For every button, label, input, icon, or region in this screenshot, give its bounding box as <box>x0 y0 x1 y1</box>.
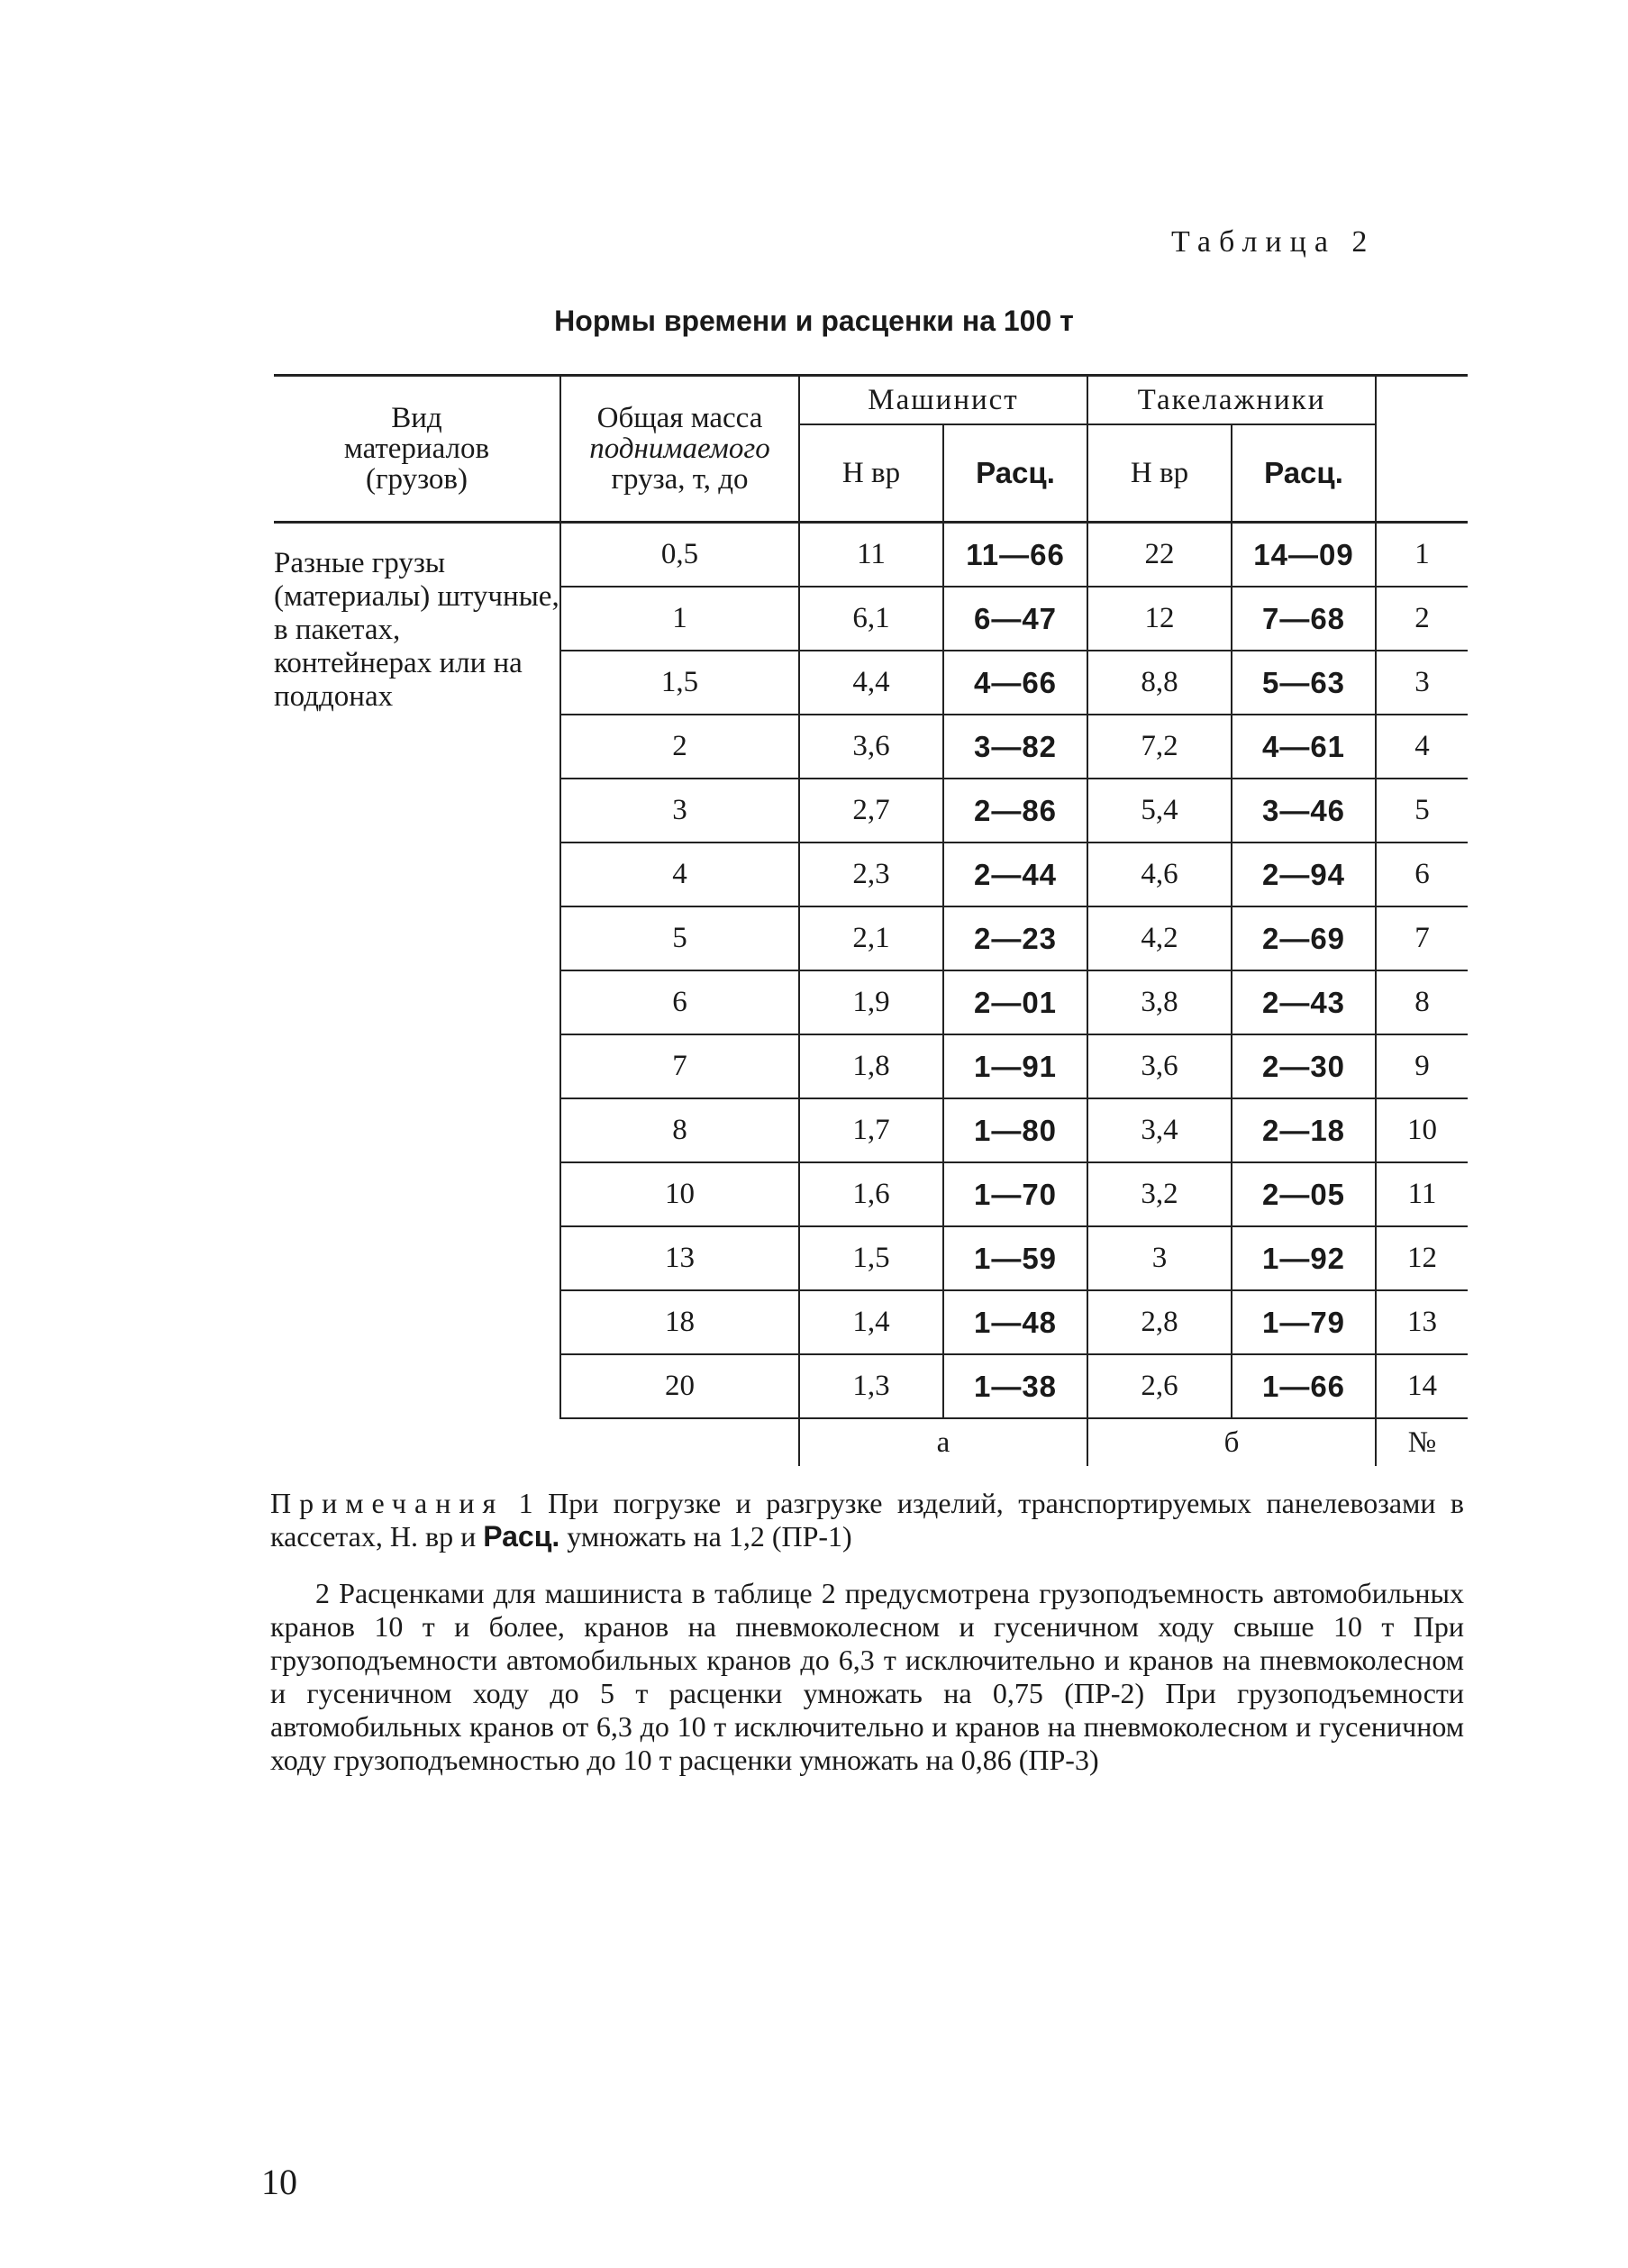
machinist-rasc-cell: 11—66 <box>943 523 1087 587</box>
header-mass: Общая масса поднимаемого груза, т, до <box>560 376 799 523</box>
mass-cell: 10 <box>560 1162 799 1226</box>
machinist-nvr-cell: 2,3 <box>799 843 943 906</box>
note-1-and: и <box>460 1520 477 1553</box>
row-number-cell: 13 <box>1376 1290 1468 1354</box>
table-row <box>274 523 1468 587</box>
machinist-nvr-cell: 2,1 <box>799 906 943 970</box>
mass-cell: 0,5 <box>560 523 799 587</box>
mass-cell: 1,5 <box>560 651 799 715</box>
row-number-cell: 5 <box>1376 779 1468 843</box>
riggers-rasc-cell: 2—05 <box>1232 1162 1376 1226</box>
note-1 <box>270 1487 1464 1553</box>
note-1-number: 1 <box>518 1487 533 1519</box>
machinist-nvr-cell: 1,5 <box>799 1226 943 1290</box>
row-number-cell: 4 <box>1376 715 1468 779</box>
footer-blank <box>274 1418 560 1466</box>
machinist-rasc-cell: 3—82 <box>943 715 1087 779</box>
header-riggers: Такелажники <box>1087 376 1376 425</box>
riggers-nvr-cell: 8,8 <box>1087 651 1232 715</box>
header-machinist: Машинист <box>799 376 1087 425</box>
riggers-nvr-cell: 2,8 <box>1087 1290 1232 1354</box>
machinist-nvr-cell: 2,7 <box>799 779 943 843</box>
machinist-nvr-cell: 11 <box>799 523 943 587</box>
row-number-cell: 12 <box>1376 1226 1468 1290</box>
machinist-rasc-cell: 2—44 <box>943 843 1087 906</box>
footer-col-b: б <box>1087 1418 1376 1466</box>
note-1-bold: Расц. <box>483 1520 560 1553</box>
header-riggers-nvr: Н вр <box>1087 424 1232 523</box>
note-1-text-a: При погрузке и разгрузке изделий, транспортируемых панелевозами в кассетах, Н. вр <box>270 1487 1465 1553</box>
riggers-rasc-cell: 1—66 <box>1232 1354 1376 1418</box>
machinist-rasc-cell: 2—86 <box>943 779 1087 843</box>
header-row-number <box>1376 376 1468 523</box>
row-number-cell: 10 <box>1376 1098 1468 1162</box>
row-number-cell: 2 <box>1376 587 1468 651</box>
riggers-rasc-cell: 1—79 <box>1232 1290 1376 1354</box>
mass-cell: 2 <box>560 715 799 779</box>
row-number-cell: 14 <box>1376 1354 1468 1418</box>
machinist-nvr-cell: 1,6 <box>799 1162 943 1226</box>
row-number-cell: 11 <box>1376 1162 1468 1226</box>
material-description: Разные грузы (материалы) штучные, в пакетах, контейнерах или на поддонах <box>274 547 559 713</box>
riggers-nvr-cell: 7,2 <box>1087 715 1232 779</box>
footer-col-a: а <box>799 1418 1087 1466</box>
machinist-rasc-cell: 1—70 <box>943 1162 1087 1226</box>
riggers-nvr-cell: 22 <box>1087 523 1232 587</box>
mass-cell: 7 <box>560 1034 799 1098</box>
machinist-rasc-cell: 1—48 <box>943 1290 1087 1354</box>
riggers-rasc-cell: 7—68 <box>1232 587 1376 651</box>
header-machinist-rasc: Расц. <box>943 424 1087 523</box>
riggers-rasc-cell: 2—43 <box>1232 970 1376 1034</box>
row-number-cell: 7 <box>1376 906 1468 970</box>
riggers-nvr-cell: 12 <box>1087 587 1232 651</box>
footer-blank <box>560 1418 799 1466</box>
row-number-cell: 6 <box>1376 843 1468 906</box>
note-1-text-b: умножать на 1,2 (ПР-1) <box>567 1520 852 1553</box>
mass-cell: 18 <box>560 1290 799 1354</box>
norms-table <box>274 374 1468 1466</box>
riggers-nvr-cell: 5,4 <box>1087 779 1232 843</box>
riggers-rasc-cell: 2—18 <box>1232 1098 1376 1162</box>
note-2: 2 Расценками для машиниста в таблице 2 предусмотрена грузоподъемность автомобильных кранов 10 т и более, кранов на пневмоколесном и гусеничном ходу свыше 10 т При грузоподъемности автомобильных кранов до 6,3 т исключительно и кранов на пневмоколесном и гусеничном ходу до 5 т расценки умножать на 0,75 (ПР-2) При грузоподъемности автомобильных кранов от 6,3 до 10 т исключительно и кранов на пневмоколесном и гусеничном ходу грузоподъемностью до 10 т расценки умножать на 0,86 (ПР-3) <box>270 1577 1464 1776</box>
row-number-cell: 3 <box>1376 651 1468 715</box>
machinist-rasc-cell: 6—47 <box>943 587 1087 651</box>
mass-cell: 6 <box>560 970 799 1034</box>
machinist-rasc-cell: 4—66 <box>943 651 1087 715</box>
mass-cell: 5 <box>560 906 799 970</box>
machinist-rasc-cell: 2—23 <box>943 906 1087 970</box>
riggers-rasc-cell: 2—30 <box>1232 1034 1376 1098</box>
riggers-rasc-cell: 5—63 <box>1232 651 1376 715</box>
riggers-nvr-cell: 3,6 <box>1087 1034 1232 1098</box>
table-title: Нормы времени и расценки на 100 т <box>554 305 1074 337</box>
notes-heading: Примечания <box>270 1487 505 1519</box>
header-riggers-rasc: Расц. <box>1232 424 1376 523</box>
mass-cell: 3 <box>560 779 799 843</box>
row-number-cell: 1 <box>1376 523 1468 587</box>
machinist-rasc-cell: 1—91 <box>943 1034 1087 1098</box>
riggers-nvr-cell: 4,2 <box>1087 906 1232 970</box>
riggers-nvr-cell: 3,2 <box>1087 1162 1232 1226</box>
riggers-rasc-cell: 2—94 <box>1232 843 1376 906</box>
mass-cell: 13 <box>560 1226 799 1290</box>
mass-cell: 4 <box>560 843 799 906</box>
riggers-rasc-cell: 1—92 <box>1232 1226 1376 1290</box>
riggers-rasc-cell: 14—09 <box>1232 523 1376 587</box>
riggers-rasc-cell: 2—69 <box>1232 906 1376 970</box>
row-number-cell: 8 <box>1376 970 1468 1034</box>
machinist-nvr-cell: 3,6 <box>799 715 943 779</box>
mass-cell: 20 <box>560 1354 799 1418</box>
riggers-nvr-cell: 3,8 <box>1087 970 1232 1034</box>
machinist-nvr-cell: 1,7 <box>799 1098 943 1162</box>
footer-col-num: № <box>1376 1418 1468 1466</box>
riggers-nvr-cell: 3 <box>1087 1226 1232 1290</box>
machinist-rasc-cell: 1—38 <box>943 1354 1087 1418</box>
riggers-rasc-cell: 3—46 <box>1232 779 1376 843</box>
machinist-rasc-cell: 1—59 <box>943 1226 1087 1290</box>
riggers-rasc-cell: 4—61 <box>1232 715 1376 779</box>
machinist-nvr-cell: 4,4 <box>799 651 943 715</box>
header-material-type: Вид материалов (грузов) <box>274 376 560 523</box>
riggers-nvr-cell: 4,6 <box>1087 843 1232 906</box>
page-number: 10 <box>261 2162 297 2202</box>
riggers-nvr-cell: 3,4 <box>1087 1098 1232 1162</box>
machinist-rasc-cell: 1—80 <box>943 1098 1087 1162</box>
riggers-nvr-cell: 2,6 <box>1087 1354 1232 1418</box>
row-number-cell: 9 <box>1376 1034 1468 1098</box>
mass-cell: 1 <box>560 587 799 651</box>
table-footer-row <box>274 1418 1468 1466</box>
mass-cell: 8 <box>560 1098 799 1162</box>
machinist-nvr-cell: 1,4 <box>799 1290 943 1354</box>
machinist-nvr-cell: 1,9 <box>799 970 943 1034</box>
machinist-rasc-cell: 2—01 <box>943 970 1087 1034</box>
header-machinist-nvr: Н вр <box>799 424 943 523</box>
machinist-nvr-cell: 1,3 <box>799 1354 943 1418</box>
table-label: Таблица 2 <box>1171 225 1376 259</box>
machinist-nvr-cell: 1,8 <box>799 1034 943 1098</box>
machinist-nvr-cell: 6,1 <box>799 587 943 651</box>
